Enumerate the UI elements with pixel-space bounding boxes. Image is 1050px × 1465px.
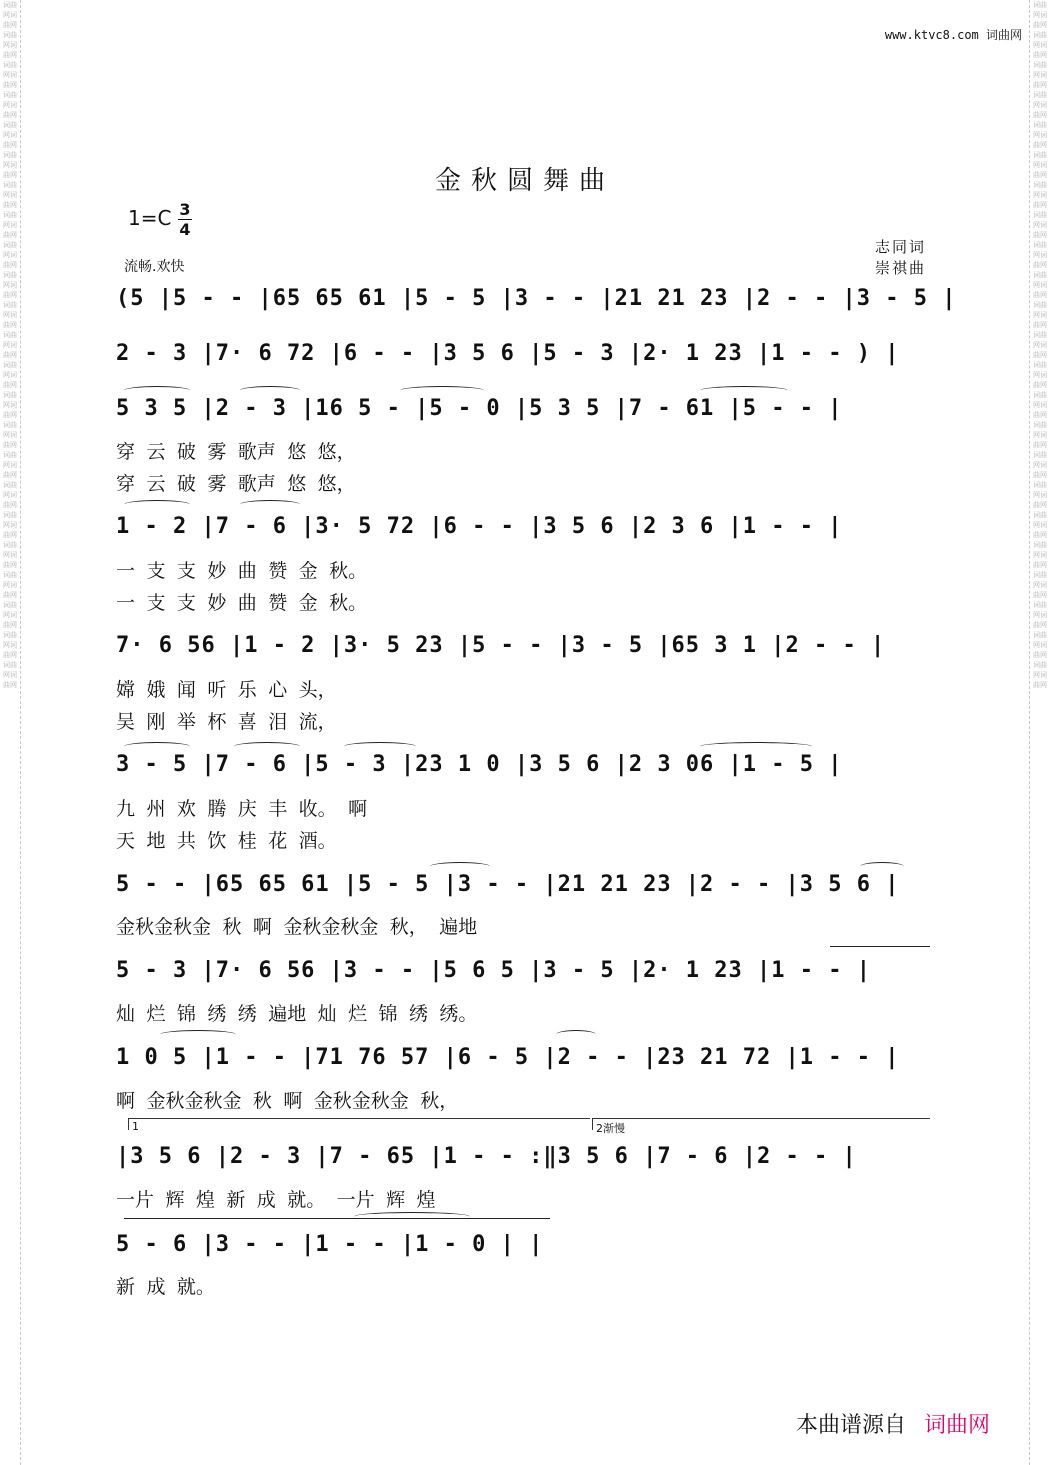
slur xyxy=(400,386,484,395)
score-row-3: 5 3 5 |2 - 3 |16 5 - |5 - 0 |5 3 5 |7 - 61 |5 - - | xyxy=(116,396,843,421)
score-row-10: |3 5 6 |2 - 3 |7 - 65 |1 - - :‖3 5 6 |7 - 6 |2 - - | xyxy=(116,1144,857,1169)
lyric-line-11: 新 成 就。 xyxy=(116,1276,215,1298)
slur xyxy=(556,1030,596,1039)
slur xyxy=(860,862,904,871)
slur xyxy=(124,386,190,395)
slur xyxy=(124,500,190,509)
lyric-line-3a: 穿 云 破 雾 歌声 悠 悠， xyxy=(116,441,356,463)
volta-second-label: 2渐慢 xyxy=(596,1122,625,1135)
slur xyxy=(700,386,788,395)
lyric-line-5a: 嫦 娥 闻 听 乐 心 头， xyxy=(116,679,337,701)
footer-source-text: 本曲谱源自 xyxy=(796,1413,907,1438)
score-row-2: 2 - 3 |7· 6 72 |6 - - |3 5 6 |5 - 3 |2· 1 23 |1 - - ) | xyxy=(116,341,900,366)
song-title: 金秋圆舞曲 xyxy=(434,166,615,196)
slur xyxy=(240,386,300,395)
score-row-6: 3 - 5 |7 - 6 |5 - 3 |23 1 0 |3 5 6 |2 3 06 |1 - 5 | xyxy=(116,752,843,777)
score-row-8: 5 - 3 |7· 6 56 |3 - - |5 6 5 |3 - 5 |2· 1 23 |1 - - | xyxy=(116,958,871,983)
score-row-5: 7· 6 56 |1 - 2 |3· 5 23 |5 - - |3 - 5 |65 3 1 |2 - - | xyxy=(116,633,886,658)
slur xyxy=(700,742,812,751)
score-row-11: 5 - 6 |3 - - |1 - - |1 - 0 | | xyxy=(116,1232,544,1257)
slur xyxy=(234,742,300,751)
left-watermark-strip: 词曲网词曲网词曲网词曲网词曲网词曲网词曲网词曲网词曲网词曲网词曲网词曲网词曲网词曲网词曲网词曲网词曲网词曲网词曲网词曲网词曲网词曲网词曲网词曲网词曲网词曲网词曲网词曲网词曲网词曲网词曲网词曲网词曲网词曲网词曲网词曲网词曲网词曲网词曲网词曲网词曲网词曲网词曲网词曲网词曲网词曲网 xyxy=(0,0,21,1465)
lyric-line-6a: 九 州 欢 腾 庆 丰 收。 啊 xyxy=(116,798,368,820)
lyric-line-10: 一片 辉 煌 新 成 就。 一片 辉 煌 xyxy=(116,1189,436,1211)
tie-line xyxy=(830,946,930,955)
volta-bracket-first-tick xyxy=(128,1118,129,1130)
lyric-line-3b: 穿 云 破 雾 歌声 悠 悠， xyxy=(116,473,356,495)
score-row-9: 1 0 5 |1 - - |71 76 57 |6 - 5 |2 - - |23 21 72 |1 - - | xyxy=(116,1045,900,1070)
tempo-marking: 流畅.欢快 xyxy=(124,259,185,275)
time-signature xyxy=(178,200,192,239)
lyric-line-8: 灿 烂 锦 绣 绣 遍地 灿 烂 锦 绣 绣。 xyxy=(116,1003,478,1025)
right-watermark-strip: 词曲网词曲网词曲网词曲网词曲网词曲网词曲网词曲网词曲网词曲网词曲网词曲网词曲网词曲网词曲网词曲网词曲网词曲网词曲网词曲网词曲网词曲网词曲网词曲网词曲网词曲网词曲网词曲网词曲网词曲网词曲网词曲网词曲网词曲网词曲网词曲网词曲网词曲网词曲网词曲网词曲网词曲网词曲网词曲网词曲网词曲网 xyxy=(1029,0,1050,1465)
lyric-line-5b: 吴 刚 举 杯 喜 泪 流， xyxy=(116,711,337,733)
time-signature-bottom: 4 xyxy=(179,220,191,239)
key-signature: 1=C xyxy=(128,206,172,230)
tie-line xyxy=(124,1218,550,1227)
volta-first-label: 1 xyxy=(132,1120,139,1133)
lyric-line-4b: 一 支 支 妙 曲 赞 金 秋。 xyxy=(116,592,368,614)
slur xyxy=(240,500,300,509)
slur xyxy=(344,742,416,751)
lyric-line-9: 啊 金秋金秋金 秋 啊 金秋金秋金 秋， xyxy=(116,1090,459,1112)
lyric-line-7: 金秋金秋金 秋 啊 金秋金秋金 秋， 遍地 xyxy=(116,916,478,938)
slur xyxy=(354,1212,470,1221)
lyric-line-6b: 天 地 共 饮 桂 花 酒。 xyxy=(116,830,337,852)
site-url[interactable]: www.ktvc8.com 词曲网 xyxy=(884,28,1022,42)
score-row-1: (5 |5 - - |65 65 61 |5 - 5 |3 - - |21 21 23 |2 - - |3 - 5 | xyxy=(116,286,957,311)
score-row-4: 1 - 2 |7 - 6 |3· 5 72 |6 - - |3 5 6 |2 3 6 |1 - - | xyxy=(116,514,843,539)
slur xyxy=(160,1030,236,1039)
slur xyxy=(124,742,190,751)
footer-brand-link[interactable]: 词曲网 xyxy=(924,1413,991,1438)
score-row-7: 5 - - |65 65 61 |5 - 5 |3 - - |21 21 23 |2 - - |3 5 6 | xyxy=(116,872,900,897)
time-signature-top: 3 xyxy=(179,200,191,219)
footer-source xyxy=(796,1408,990,1439)
lyric-line-4a: 一 支 支 妙 曲 赞 金 秋。 xyxy=(116,560,368,582)
composer-credit: 崇祺曲 xyxy=(874,259,926,277)
volta-bracket-second-tick xyxy=(592,1118,593,1130)
volta-bracket-first xyxy=(128,1118,590,1119)
lyricist-credit: 志同词 xyxy=(874,238,926,256)
slur xyxy=(430,862,490,871)
volta-bracket-second xyxy=(592,1118,930,1119)
